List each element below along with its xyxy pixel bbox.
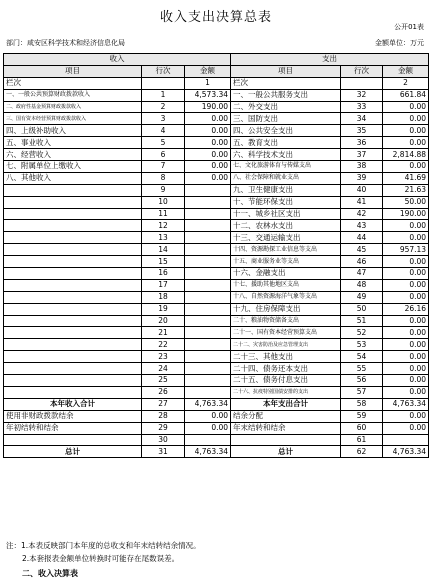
expense-item: 七、文化旅游体育与传媒支出	[231, 161, 341, 173]
header-line: 行次	[142, 65, 185, 77]
income-item: 八、其他收入	[4, 172, 142, 184]
table-row	[4, 327, 429, 339]
table-row	[4, 161, 429, 173]
income-item: 五、事业收入	[4, 137, 142, 149]
table-row	[4, 279, 429, 291]
income-item	[4, 386, 142, 398]
income-amount	[185, 375, 231, 387]
expense-line-number: 44	[341, 232, 383, 244]
income-line-number: 18	[142, 291, 185, 303]
unit-label: 金额单位：万元	[375, 39, 424, 47]
income-amount: 4,573.34	[185, 89, 231, 101]
income-item	[4, 434, 142, 446]
table-row	[4, 256, 429, 268]
table-row	[4, 196, 429, 208]
expense-line-number: 56	[341, 375, 383, 387]
income-line-number: 16	[142, 268, 185, 280]
next-section-heading: 二、收入决算表	[22, 569, 78, 578]
income-amount	[185, 363, 231, 375]
income-line-number: 23	[142, 351, 185, 363]
header-amount-2: 金额	[383, 65, 429, 77]
income-item	[4, 184, 142, 196]
expense-item: 十四、资源勘探工业信息等支出	[231, 244, 341, 256]
expense-item: 十六、金融支出	[231, 268, 341, 280]
income-item: 四、上级补助收入	[4, 125, 142, 137]
expense-line-number: 55	[341, 363, 383, 375]
expense-line-number: 61	[341, 434, 383, 446]
income-line-number: 3	[142, 113, 185, 125]
income-item	[4, 363, 142, 375]
income-line-number: 4	[142, 125, 185, 137]
table-row	[4, 375, 429, 387]
income-line-number: 25	[142, 375, 185, 387]
table-row	[4, 232, 429, 244]
income-amount	[185, 303, 231, 315]
income-line-number: 21	[142, 327, 185, 339]
income-item: 使用非财政拨款结余	[4, 410, 142, 422]
expense-line-number: 33	[341, 101, 383, 113]
income-amount: 0.00	[185, 125, 231, 137]
section-expense: 支出	[231, 54, 429, 66]
expense-amount: 0.00	[383, 375, 429, 387]
header-item: 项目	[4, 65, 142, 77]
table-row	[4, 410, 429, 422]
form-code: 公开01表	[394, 23, 424, 31]
table-row	[4, 422, 429, 434]
expense-amount: 21.63	[383, 184, 429, 196]
expense-line-number: 59	[341, 410, 383, 422]
expense-item: 三、国防支出	[231, 113, 341, 125]
expense-line-number: 49	[341, 291, 383, 303]
expense-item: 十七、援助其他地区支出	[231, 279, 341, 291]
income-line-number: 22	[142, 339, 185, 351]
income-amount: 0.00	[185, 410, 231, 422]
expense-amount: 0.00	[383, 113, 429, 125]
income-line-number: 12	[142, 220, 185, 232]
table-row	[4, 363, 429, 375]
income-line-number: 13	[142, 232, 185, 244]
expense-amount: 0.00	[383, 256, 429, 268]
report-title: 收入支出决算总表	[159, 10, 272, 25]
income-amount	[185, 351, 231, 363]
grand-total-amount-left: 4,763.34	[185, 446, 231, 458]
table-row	[4, 149, 429, 161]
income-line-number: 10	[142, 196, 185, 208]
expense-item: 二十五、债务付息支出	[231, 375, 341, 387]
expense-amount: 0.00	[383, 279, 429, 291]
expense-line-number: 36	[341, 137, 383, 149]
department-label: 部门：咸安区科学技术和经济信息化局	[6, 39, 125, 47]
expense-line-number: 34	[341, 113, 383, 125]
income-line-number: 2	[142, 101, 185, 113]
income-item	[4, 220, 142, 232]
table-row	[4, 244, 429, 256]
income-amount	[185, 232, 231, 244]
grand-total-label-right: 总计	[231, 446, 341, 458]
expense-line-number: 40	[341, 184, 383, 196]
expense-line-number: 47	[341, 268, 383, 280]
expense-item: 二十二、灾害防治及应急管理支出	[231, 339, 341, 351]
expense-amount: 0.00	[383, 339, 429, 351]
income-amount	[185, 315, 231, 327]
summary-table	[3, 53, 429, 458]
expense-line-number: 43	[341, 220, 383, 232]
income-item	[4, 351, 142, 363]
expense-line-number: 48	[341, 279, 383, 291]
table-row	[4, 351, 429, 363]
expense-total-label: 本年支出合计	[231, 398, 341, 410]
expense-item: 二十四、债务还本支出	[231, 363, 341, 375]
income-amount	[185, 434, 231, 446]
expense-amount: 0.00	[383, 410, 429, 422]
expense-item: 十九、住房保障支出	[231, 303, 341, 315]
expense-amount: 0.00	[383, 291, 429, 303]
expense-line-number: 57	[341, 386, 383, 398]
income-amount	[185, 184, 231, 196]
income-amount: 0.00	[185, 137, 231, 149]
header-item-2: 项目	[231, 65, 341, 77]
table-row	[4, 315, 429, 327]
expense-item: 年末结转和结余	[231, 422, 341, 434]
grand-total-amount-right: 4,763.34	[383, 446, 429, 458]
income-item: 三、国有资本经营预算财政拨款收入	[4, 113, 142, 125]
income-item: 六、经营收入	[4, 149, 142, 161]
expense-item: 十二、农林水支出	[231, 220, 341, 232]
expense-item: 结余分配	[231, 410, 341, 422]
income-item	[4, 256, 142, 268]
income-line-number: 30	[142, 434, 185, 446]
income-amount	[185, 339, 231, 351]
section-income: 收入	[4, 54, 231, 66]
table-row	[4, 125, 429, 137]
expense-line-number: 60	[341, 422, 383, 434]
expense-amount: 957.13	[383, 244, 429, 256]
expense-amount: 0.00	[383, 315, 429, 327]
header-line-2: 行次	[341, 65, 383, 77]
expense-item: 十、节能环保支出	[231, 196, 341, 208]
expense-amount: 0.00	[383, 422, 429, 434]
header-amount: 金额	[185, 65, 231, 77]
expense-item: 九、卫生健康支出	[231, 184, 341, 196]
income-item	[4, 244, 142, 256]
table-row	[4, 434, 429, 446]
income-item: 年初结转和结余	[4, 422, 142, 434]
income-item	[4, 339, 142, 351]
expense-amount: 0.00	[383, 351, 429, 363]
income-line-number: 19	[142, 303, 185, 315]
income-item	[4, 196, 142, 208]
income-item	[4, 315, 142, 327]
table-row	[4, 172, 429, 184]
grand-total-row	[4, 446, 429, 458]
expense-item: 八、社会保障和就业支出	[231, 172, 341, 184]
income-item	[4, 303, 142, 315]
income-line-number: 5	[142, 137, 185, 149]
income-amount	[185, 386, 231, 398]
table-row	[4, 101, 429, 113]
column-index-1: 1	[185, 77, 231, 89]
expense-line-number: 45	[341, 244, 383, 256]
income-amount	[185, 291, 231, 303]
income-item: 一、一般公共预算财政拨款收入	[4, 89, 142, 101]
income-item	[4, 375, 142, 387]
expense-amount: 41.69	[383, 172, 429, 184]
expense-line-number: 42	[341, 208, 383, 220]
income-line-number: 24	[142, 363, 185, 375]
expense-item: 五、教育支出	[231, 137, 341, 149]
expense-amount: 0.00	[383, 327, 429, 339]
income-item	[4, 208, 142, 220]
table-row	[4, 184, 429, 196]
table-row	[4, 291, 429, 303]
income-line-number: 6	[142, 149, 185, 161]
income-total-line: 27	[142, 398, 185, 410]
income-line-number: 17	[142, 279, 185, 291]
expense-item: 二十一、国有资本经营预算支出	[231, 327, 341, 339]
income-line-number: 1	[142, 89, 185, 101]
expense-item: 十五、商业服务业等支出	[231, 256, 341, 268]
expense-amount: 0.00	[383, 137, 429, 149]
table-row	[4, 220, 429, 232]
expense-total-amount: 4,763.34	[383, 398, 429, 410]
income-line-number: 14	[142, 244, 185, 256]
income-amount	[185, 256, 231, 268]
income-amount: 0.00	[185, 161, 231, 173]
expense-line-number: 46	[341, 256, 383, 268]
income-amount	[185, 208, 231, 220]
income-line-number: 20	[142, 315, 185, 327]
income-total-label: 本年收入合计	[4, 398, 142, 410]
expense-item: 二十、粮油物资储备支出	[231, 315, 341, 327]
expense-item: 十八、自然资源海洋气象等支出	[231, 291, 341, 303]
income-line-number: 26	[142, 386, 185, 398]
expense-item: 二、外交支出	[231, 101, 341, 113]
expense-amount: 190.00	[383, 208, 429, 220]
expense-item: 一、一般公共服务支出	[231, 89, 341, 101]
income-item	[4, 279, 142, 291]
income-line-number: 8	[142, 172, 185, 184]
income-amount: 0.00	[185, 149, 231, 161]
expense-item: 六、科学技术支出	[231, 149, 341, 161]
expense-total-line: 58	[341, 398, 383, 410]
income-amount	[185, 196, 231, 208]
income-line-number: 7	[142, 161, 185, 173]
income-amount	[185, 268, 231, 280]
expense-amount: 0.00	[383, 101, 429, 113]
expense-line-number: 41	[341, 196, 383, 208]
income-amount: 0.00	[185, 422, 231, 434]
expense-line-number: 50	[341, 303, 383, 315]
income-line-number: 29	[142, 422, 185, 434]
income-item: 二、政府性基金预算财政拨款收入	[4, 101, 142, 113]
income-amount: 0.00	[185, 113, 231, 125]
income-amount: 190.00	[185, 101, 231, 113]
grand-total-line-left: 31	[142, 446, 185, 458]
expense-line-number: 39	[341, 172, 383, 184]
expense-line-number: 54	[341, 351, 383, 363]
expense-line-number: 53	[341, 339, 383, 351]
expense-line-number: 52	[341, 327, 383, 339]
income-amount	[185, 220, 231, 232]
income-line-number: 15	[142, 256, 185, 268]
grand-total-line-right: 62	[341, 446, 383, 458]
expense-line-number: 38	[341, 161, 383, 173]
expense-amount: 26.16	[383, 303, 429, 315]
expense-amount: 0.00	[383, 232, 429, 244]
note-1: 注：1.本表反映部门本年度的总收支和年末结转结余情况。	[6, 541, 201, 550]
expense-line-number: 32	[341, 89, 383, 101]
table-row	[4, 137, 429, 149]
expense-amount: 0.00	[383, 125, 429, 137]
income-amount: 0.00	[185, 172, 231, 184]
column-index-label-2: 栏次	[231, 77, 341, 89]
table-row	[4, 268, 429, 280]
income-amount	[185, 244, 231, 256]
column-index-label: 栏次	[4, 77, 142, 89]
expense-line-number: 51	[341, 315, 383, 327]
table-row	[4, 113, 429, 125]
expense-amount: 661.84	[383, 89, 429, 101]
expense-amount: 0.00	[383, 386, 429, 398]
income-line-number: 28	[142, 410, 185, 422]
income-item	[4, 268, 142, 280]
expense-line-number: 37	[341, 149, 383, 161]
income-amount	[185, 279, 231, 291]
expense-item: 十三、交通运输支出	[231, 232, 341, 244]
expense-amount: 0.00	[383, 268, 429, 280]
income-total-amount: 4,763.34	[185, 398, 231, 410]
income-item	[4, 327, 142, 339]
income-line-number: 11	[142, 208, 185, 220]
expense-amount: 0.00	[383, 161, 429, 173]
expense-amount: 2,814.88	[383, 149, 429, 161]
expense-amount: 0.00	[383, 220, 429, 232]
totals-row	[4, 398, 429, 410]
table-row	[4, 386, 429, 398]
expense-item: 二十三、其他支出	[231, 351, 341, 363]
expense-item: 四、公共安全支出	[231, 125, 341, 137]
income-item	[4, 291, 142, 303]
expense-amount: 0.00	[383, 363, 429, 375]
note-2: 2.本套报表金额单位转换时可能存在尾数误差。	[22, 554, 180, 563]
table-row	[4, 339, 429, 351]
grand-total-label-left: 总计	[4, 446, 142, 458]
column-index-2: 2	[383, 77, 429, 89]
income-item: 七、附属单位上缴收入	[4, 161, 142, 173]
income-amount	[185, 327, 231, 339]
income-item	[4, 232, 142, 244]
expense-amount	[383, 434, 429, 446]
income-line-number: 9	[142, 184, 185, 196]
table-row	[4, 303, 429, 315]
expense-item: 二十六、抗疫特别国债安排的支出	[231, 386, 341, 398]
table-row	[4, 208, 429, 220]
expense-line-number: 35	[341, 125, 383, 137]
table-row	[4, 89, 429, 101]
expense-amount: 50.00	[383, 196, 429, 208]
expense-item: 十一、城乡社区支出	[231, 208, 341, 220]
expense-item	[231, 434, 341, 446]
